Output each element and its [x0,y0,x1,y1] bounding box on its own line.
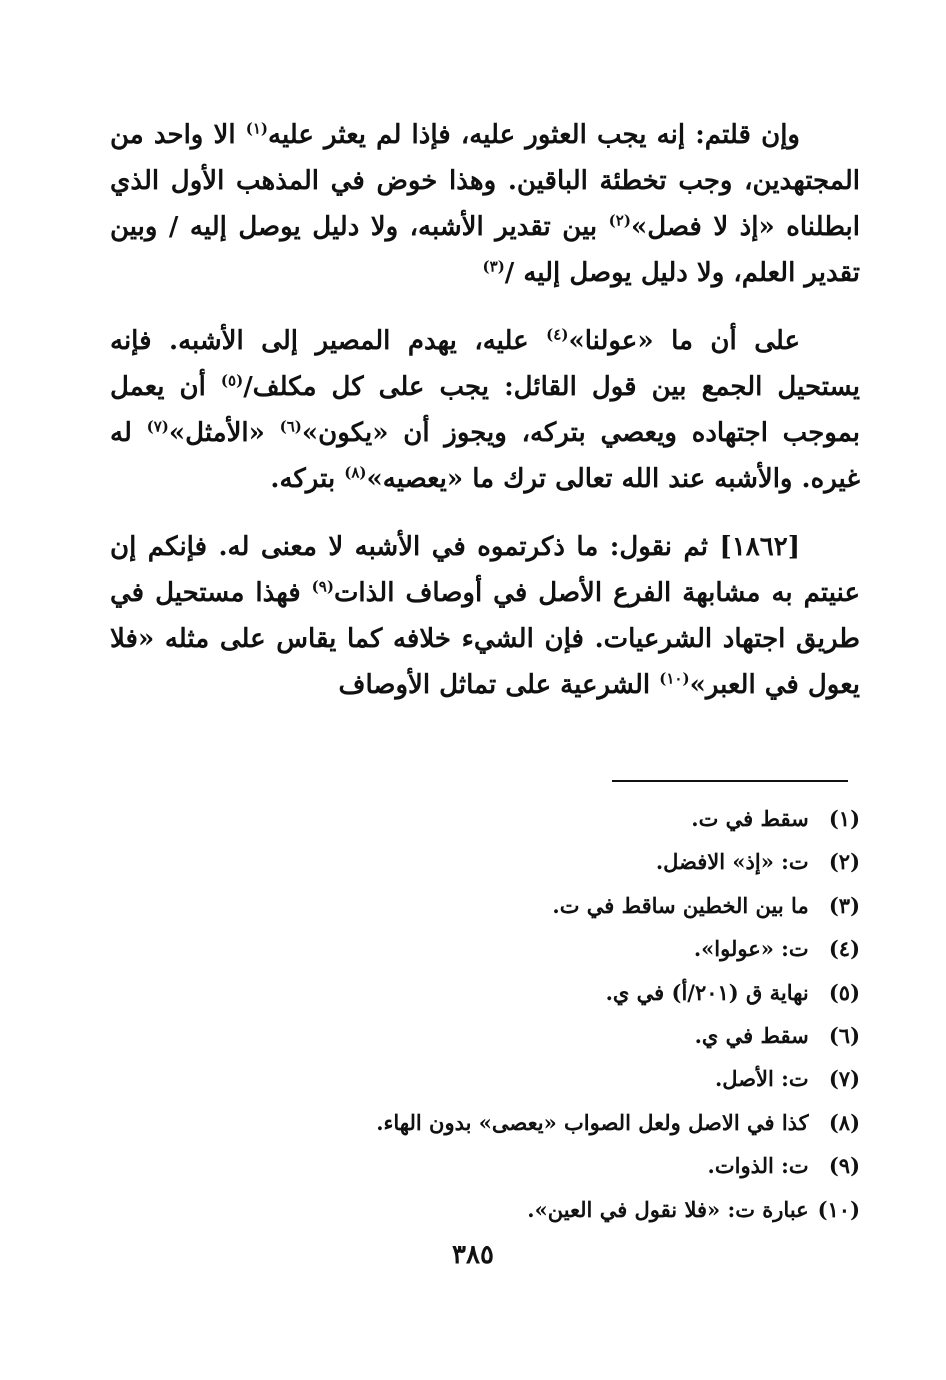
footnote-number: (٩) [828,1153,860,1179]
paragraph-text: الا واحد من المجتهدين، وجب تخطئة الباقين. وهذا خوض في المذهب الأول الذي ابطلناه «إذ لا فصل» [110,120,860,242]
section-number: [١٨٦٢] [719,532,800,562]
footnote-text: ت: «عولوا». [693,936,809,962]
paragraph-text: له غيره. والأشبه عند الله تعالى ترك ما «يعصيه» [110,418,860,494]
footnote-text: ت: الأصل. [714,1066,809,1092]
footnote-number: (٥) [828,979,860,1005]
paragraph-text: فهذا مستحيل في طريق اجتهاد الشرعيات. فإن الشيء خلافه كما يقاس على مثله «فلا يعول في العبر» [110,578,860,700]
footnote-ref: (١٠) [659,669,690,688]
paragraph-text: «الأمثل» [168,418,280,448]
footnote-ref: (٥) [220,371,244,390]
page-number: ٣٨٥ [452,1240,494,1270]
footnote-number: (٣) [828,892,860,918]
footnote-text: سقط في ت. [691,806,809,831]
footnote-ref: (٨) [344,463,367,482]
paragraph-text: على أن ما «عولنا» [568,326,801,356]
footnote-text: ت: «إذ» الافضل. [655,849,809,875]
footnote-text: ت: الذوات. [707,1153,809,1179]
paragraph-text: بتركه. [270,464,345,494]
footnote-item [110,797,860,840]
footnote-ref: (٤) [546,325,569,344]
footnote-item [110,1188,860,1231]
footnote-item [110,840,860,883]
footnote-item [110,927,860,970]
footnote-item [110,1014,860,1057]
footnote-item [110,884,860,927]
footnote-number: (١٠) [817,1196,860,1222]
paragraph-text: أن يعمل بموجب اجتهاده ويعصي بتركه، ويجوز أن «يكون» [110,372,860,448]
paragraph-text: الشرعية على تماثل الأوصاف [338,670,660,700]
footnote-ref: (٦) [279,417,302,436]
paragraph-3 [110,524,860,708]
paragraph-text: عليه، يهدم المصير إلى الأشبه. فإنه يستحيل الجمع بين قول القائل: يجب على كل مكلف/ [110,326,861,402]
footnote-item [110,1057,860,1100]
paragraph-text: وإن قلتم: إنه يجب العثور عليه، فإذا لم يعثر عليه [268,120,800,150]
footnote-item [110,1144,860,1187]
footnote-text: ما بين الخطين ساقط في ت. [552,892,809,918]
paragraph-text: ثم نقول: ما ذكرتموه في الأشبه لا معنى له. فإنكم إن عنيتم به مشابهة الفرع الأصل في أوصاف الذات [110,532,860,608]
footnote-number: (٢) [828,849,860,875]
footnote-separator [612,780,848,782]
footnote-text: كذا في الاصل ولعل الصواب «يعصى» بدون الهاء. [376,1109,809,1135]
footnote-number: (٦) [828,1023,860,1049]
footnote-number: (٨) [828,1109,860,1135]
paragraph-text: بين تقدير الأشبه، ولا دليل يوصل إليه / وبين تقدير العلم، ولا دليل يوصل إليه / [110,212,860,288]
footnote-item [110,1101,860,1144]
footnote-ref: (٢) [608,211,631,230]
footnote-number: (٧) [828,1066,860,1092]
footnote-item [110,971,860,1014]
footnote-text: سقط في ي. [694,1023,809,1049]
footnote-number: (٤) [828,936,860,962]
main-text [110,112,860,730]
footnote-number: (١) [828,806,860,831]
paragraph-1 [110,112,860,296]
footnote-ref: (٣) [482,257,505,276]
footnote-text: عبارة ت: «فلا نقول في العين». [527,1196,809,1222]
footnote-ref: (٩) [311,577,334,596]
footnote-ref: (١) [245,119,268,138]
paragraph-2 [110,318,860,502]
footnote-ref: (٧) [146,417,169,436]
footnote-text: نهاية ق (٢٠١/أ) في ي. [605,979,809,1005]
footnotes-list [110,797,860,1231]
